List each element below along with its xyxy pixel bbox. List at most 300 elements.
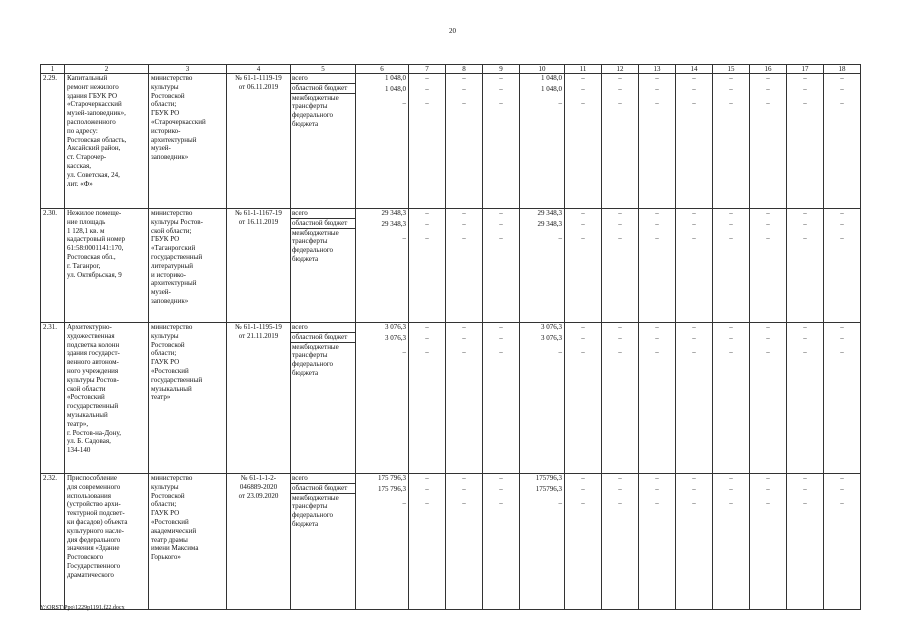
text-line: Аксайский район, — [67, 144, 121, 153]
text-line: от 06.11.2019 — [238, 82, 279, 91]
value: – — [581, 474, 585, 482]
value: – — [462, 348, 466, 356]
value: 29 348,3 — [381, 219, 406, 228]
funding-source: всего — [291, 474, 355, 484]
column-16-values — [750, 74, 787, 209]
value: – — [581, 333, 585, 342]
column-header: 17 — [787, 65, 824, 74]
value: – — [766, 499, 770, 507]
column-8-values — [446, 74, 483, 209]
value: – — [840, 99, 844, 107]
text-line: расположенного — [67, 117, 116, 126]
column-11-values — [565, 209, 602, 323]
value: – — [618, 74, 622, 82]
column-18-values — [824, 209, 861, 323]
value: – — [655, 323, 659, 331]
text-line: театр», — [67, 419, 89, 428]
text-line: от 23.09.2020 — [238, 491, 279, 500]
value: 3 076,3 — [541, 333, 562, 342]
text-line: № 61-1-1119-19 — [235, 74, 282, 82]
value: 175796,3 — [535, 484, 562, 493]
text-line: Ростовской — [151, 340, 185, 349]
customer-name — [149, 323, 227, 474]
value: – — [803, 484, 807, 493]
text-line: дия федерального — [67, 535, 121, 544]
text-line: ГБУК РО — [151, 109, 180, 118]
value: – — [581, 323, 585, 331]
text-line: культуры — [151, 331, 179, 340]
column-header: 3 — [149, 65, 227, 74]
value: – — [766, 234, 770, 242]
text-line: культуры — [151, 482, 179, 491]
value: – — [655, 474, 659, 482]
expertise-document — [227, 474, 291, 610]
value: – — [618, 84, 622, 93]
column-18-values — [824, 323, 861, 474]
text-line: «Старочеркасский — [151, 117, 206, 126]
text-line: культуры Ростов- — [151, 217, 203, 226]
value: – — [729, 333, 733, 342]
column-9-values — [483, 209, 520, 323]
value: – — [499, 499, 503, 507]
value: – — [499, 219, 503, 228]
value: – — [803, 234, 807, 242]
object-name — [65, 209, 149, 323]
funding-source: межбюджетные трансферты федерального бюджета — [292, 342, 339, 377]
value: – — [402, 499, 406, 507]
text-line: художественная — [67, 331, 115, 340]
funding-source: всего — [291, 209, 355, 219]
text-line: музыкальный — [151, 384, 192, 393]
text-line: ст. Старочер- — [67, 153, 107, 162]
value: – — [425, 99, 429, 107]
column-18-values — [824, 474, 861, 610]
funding-source: всего — [291, 74, 355, 84]
text-line: Горького» — [151, 553, 181, 562]
value: – — [402, 99, 406, 107]
value: – — [462, 99, 466, 107]
value: – — [462, 84, 466, 93]
value: – — [655, 348, 659, 356]
funding-sources — [291, 74, 356, 209]
value: – — [581, 219, 585, 228]
value: 29 348,3 — [537, 219, 562, 228]
column-10-values — [520, 323, 565, 474]
value: – — [840, 234, 844, 242]
text-line: «Ростовский — [151, 517, 189, 526]
value: – — [618, 323, 622, 331]
value: – — [840, 323, 844, 331]
table-row — [41, 74, 861, 209]
text-line: от 21.11.2019 — [238, 331, 279, 340]
value: – — [840, 484, 844, 493]
value: – — [803, 84, 807, 93]
row-number: 2.32. — [41, 474, 65, 610]
value: – — [462, 484, 466, 493]
column-header: 11 — [565, 65, 602, 74]
value: – — [558, 234, 562, 242]
text-line: тектурной подсвет- — [67, 509, 125, 518]
column-12-values — [602, 323, 639, 474]
text-line: музыкальный — [67, 410, 108, 419]
value: – — [655, 484, 659, 493]
value: – — [655, 333, 659, 342]
column-15-values — [713, 209, 750, 323]
value: – — [840, 474, 844, 482]
column-header: 8 — [446, 65, 483, 74]
column-12-values — [602, 74, 639, 209]
column-header: 2 — [65, 65, 149, 74]
value: – — [425, 484, 429, 493]
column-7-values — [409, 74, 446, 209]
column-header: 15 — [713, 65, 750, 74]
column-14-values — [676, 74, 713, 209]
text-line: ние площадь — [67, 217, 106, 226]
value: – — [729, 219, 733, 228]
value: – — [803, 209, 807, 217]
value: – — [840, 219, 844, 228]
text-line: заповедник» — [151, 296, 189, 305]
text-line: ГБУК РО — [151, 235, 180, 244]
value: – — [618, 219, 622, 228]
text-line: ного учреждения — [67, 366, 119, 375]
value: – — [729, 348, 733, 356]
column-header: 12 — [602, 65, 639, 74]
text-line: здания ГБУК РО — [67, 91, 117, 100]
text-line: «Ростовский — [67, 393, 105, 402]
value: – — [692, 499, 696, 507]
column-header: 6 — [356, 65, 409, 74]
expertise-document — [227, 323, 291, 474]
value: – — [766, 474, 770, 482]
value: – — [729, 474, 733, 482]
value: – — [425, 348, 429, 356]
object-name — [65, 74, 149, 209]
column-6-values — [356, 209, 409, 323]
value: – — [581, 209, 585, 217]
column-17-values — [787, 323, 824, 474]
value: – — [462, 474, 466, 482]
value: – — [425, 74, 429, 82]
value: – — [425, 234, 429, 242]
text-line: «Таганрогский — [151, 244, 196, 253]
text-line: академический — [151, 526, 197, 535]
value: – — [692, 474, 696, 482]
value: – — [581, 234, 585, 242]
column-header: 18 — [824, 65, 861, 74]
text-line: театр драмы — [151, 535, 188, 544]
value: – — [499, 348, 503, 356]
column-11-values — [565, 323, 602, 474]
funding-sources — [291, 209, 356, 323]
value: – — [692, 219, 696, 228]
text-line: использования — [67, 491, 111, 500]
value: – — [766, 84, 770, 93]
column-header: 14 — [676, 65, 713, 74]
text-line: Ростовская обл., — [67, 252, 116, 261]
expertise-document — [227, 74, 291, 209]
value: – — [655, 209, 659, 217]
value: – — [766, 74, 770, 82]
text-line: лит. «Ф» — [67, 179, 93, 188]
value: – — [803, 474, 807, 482]
value: – — [425, 499, 429, 507]
text-line: музей-заповедник», — [67, 109, 126, 118]
footer-file-path: Y:\ORST\Ppo\1229p1191.f22.docx — [40, 605, 125, 611]
text-line: 1 128,1 кв. м — [67, 226, 105, 235]
text-line: государственный — [151, 375, 203, 384]
text-line: № 61-1-1195-19 — [235, 323, 282, 331]
text-line: области; — [151, 500, 177, 509]
column-10-values — [520, 474, 565, 610]
text-line: культуры — [151, 82, 179, 91]
value: – — [803, 323, 807, 331]
text-line: касская, — [67, 161, 91, 170]
value: – — [618, 474, 622, 482]
value: – — [655, 84, 659, 93]
text-line: по адресу: — [67, 126, 98, 135]
value: 3 076,3 — [541, 323, 562, 331]
text-line: «Старочеркасский — [67, 100, 122, 109]
text-line: г. Таганрог, — [67, 261, 101, 270]
text-line: ремонт нежилого — [67, 82, 119, 91]
value: – — [618, 484, 622, 493]
column-17-values — [787, 74, 824, 209]
column-15-values — [713, 323, 750, 474]
value: – — [766, 219, 770, 228]
value: – — [655, 74, 659, 82]
value: – — [425, 474, 429, 482]
value: – — [499, 333, 503, 342]
column-header: 7 — [409, 65, 446, 74]
value: – — [729, 209, 733, 217]
column-13-values — [639, 323, 676, 474]
funding-sources — [291, 474, 356, 610]
value: 29 348,3 — [381, 209, 406, 217]
value: – — [840, 499, 844, 507]
column-6-values — [356, 74, 409, 209]
value: – — [655, 219, 659, 228]
text-line: архитектурный — [151, 279, 197, 288]
value: – — [729, 99, 733, 107]
text-line: 046889-2020 — [239, 482, 278, 491]
column-7-values — [409, 474, 446, 610]
column-16-values — [750, 323, 787, 474]
object-name — [65, 474, 149, 610]
column-header: 16 — [750, 65, 787, 74]
value: – — [692, 99, 696, 107]
text-line: ул. Октябрьская, 9 — [67, 270, 122, 279]
value: – — [766, 99, 770, 107]
table-row — [41, 209, 861, 323]
value: – — [729, 499, 733, 507]
text-line: Ростовской — [151, 491, 185, 500]
value: – — [499, 209, 503, 217]
value: – — [581, 74, 585, 82]
value: – — [840, 74, 844, 82]
value: – — [840, 333, 844, 342]
text-line: области; — [151, 349, 177, 358]
value: – — [499, 74, 503, 82]
value: – — [803, 333, 807, 342]
column-16-values — [750, 474, 787, 610]
value: – — [425, 209, 429, 217]
value: – — [618, 333, 622, 342]
text-line: ул. Советская, 24, — [67, 170, 120, 179]
column-11-values — [565, 474, 602, 610]
column-header: 4 — [227, 65, 291, 74]
row-number: 2.30. — [41, 209, 65, 323]
value: – — [618, 499, 622, 507]
column-9-values — [483, 323, 520, 474]
value: – — [402, 348, 406, 356]
text-line: кадастровый номер — [67, 235, 125, 244]
column-header: 1 — [41, 65, 65, 74]
text-line: Архитектурно- — [67, 323, 112, 331]
column-7-values — [409, 209, 446, 323]
value: – — [729, 84, 733, 93]
funding-source: областной бюджет — [291, 219, 355, 229]
text-line: значения «Здание — [67, 544, 120, 553]
text-line: архитектурный — [151, 135, 197, 144]
value: – — [618, 348, 622, 356]
text-line: музей- — [151, 144, 171, 153]
value: – — [766, 209, 770, 217]
value: – — [729, 484, 733, 493]
funding-source: областной бюджет — [291, 333, 355, 343]
text-line: историко- — [151, 126, 181, 135]
page-number: 20 — [449, 27, 456, 35]
column-12-values — [602, 474, 639, 610]
column-10-values — [520, 74, 565, 209]
value: – — [425, 84, 429, 93]
value: – — [692, 348, 696, 356]
funding-source: областной бюджет — [291, 484, 355, 494]
column-13-values — [639, 74, 676, 209]
column-11-values — [565, 74, 602, 209]
customer-name — [149, 474, 227, 610]
text-line: государственный — [67, 402, 119, 411]
column-18-values — [824, 74, 861, 209]
value: 3 076,3 — [385, 333, 406, 342]
header-row — [41, 65, 861, 74]
value: 175 796,3 — [378, 474, 406, 482]
text-line: и историко- — [151, 270, 186, 279]
value: 1 048,0 — [541, 74, 562, 82]
text-line: Ростовского — [67, 553, 104, 562]
value: – — [803, 499, 807, 507]
value: 1 048,0 — [385, 74, 406, 82]
value: – — [766, 348, 770, 356]
text-line: № 61-1-1167-19 — [235, 209, 282, 217]
row-number: 2.31. — [41, 323, 65, 474]
text-line: венного автоном- — [67, 358, 119, 367]
object-name — [65, 323, 149, 474]
customer-name — [149, 209, 227, 323]
value: – — [692, 333, 696, 342]
column-15-values — [713, 74, 750, 209]
value: – — [692, 84, 696, 93]
value: – — [766, 333, 770, 342]
value: 1 048,0 — [385, 84, 406, 93]
funding-source: межбюджетные трансферты федерального бюджета — [292, 228, 339, 263]
text-line: министерство — [151, 323, 193, 331]
value: – — [499, 484, 503, 493]
column-15-values — [713, 474, 750, 610]
column-8-values — [446, 323, 483, 474]
column-8-values — [446, 209, 483, 323]
funding-sources — [291, 323, 356, 474]
value: – — [462, 209, 466, 217]
value: – — [425, 333, 429, 342]
value: – — [499, 474, 503, 482]
table-row — [41, 474, 861, 610]
value: – — [766, 323, 770, 331]
column-13-values — [639, 474, 676, 610]
text-line: культуры Ростов- — [67, 375, 119, 384]
value: – — [581, 99, 585, 107]
text-line: литературный — [151, 261, 193, 270]
value: – — [618, 99, 622, 107]
value: – — [655, 499, 659, 507]
value: – — [581, 484, 585, 493]
value: – — [692, 484, 696, 493]
value: – — [655, 234, 659, 242]
text-line: № 61-1-1-2- — [240, 474, 277, 482]
value: – — [840, 84, 844, 93]
funding-source: областной бюджет — [291, 84, 355, 94]
value: 1 048,0 — [541, 84, 562, 93]
value: – — [581, 348, 585, 356]
text-line: Ростовская область, — [67, 135, 127, 144]
text-line: г. Ростов-на-Дону, — [67, 428, 121, 437]
value: – — [729, 234, 733, 242]
column-10-values — [520, 209, 565, 323]
value: – — [499, 99, 503, 107]
value: – — [692, 74, 696, 82]
text-line: ул. Б. Садовая, — [67, 437, 111, 446]
column-6-values — [356, 323, 409, 474]
text-line: 61:58:0001141:170, — [67, 244, 124, 253]
value: – — [558, 99, 562, 107]
column-17-values — [787, 474, 824, 610]
text-line: подсветка колонн — [67, 340, 120, 349]
budget-table — [40, 64, 861, 610]
value: – — [402, 234, 406, 242]
column-header: 9 — [483, 65, 520, 74]
column-header: 13 — [639, 65, 676, 74]
value: – — [462, 333, 466, 342]
text-line: министерство — [151, 209, 193, 217]
text-line: для современного — [67, 482, 121, 491]
column-7-values — [409, 323, 446, 474]
text-line: государственный — [151, 252, 203, 261]
column-header: 5 — [291, 65, 356, 74]
column-17-values — [787, 209, 824, 323]
value: 175 796,3 — [378, 484, 406, 493]
text-line: ГАУК РО — [151, 358, 180, 367]
value: – — [558, 499, 562, 507]
column-16-values — [750, 209, 787, 323]
value: – — [499, 323, 503, 331]
value: – — [499, 84, 503, 93]
text-line: имени Максима — [151, 544, 199, 553]
value: – — [618, 209, 622, 217]
funding-source: всего — [291, 323, 355, 333]
value: – — [766, 484, 770, 493]
column-8-values — [446, 474, 483, 610]
funding-source: межбюджетные трансферты федерального бюджета — [292, 93, 339, 128]
